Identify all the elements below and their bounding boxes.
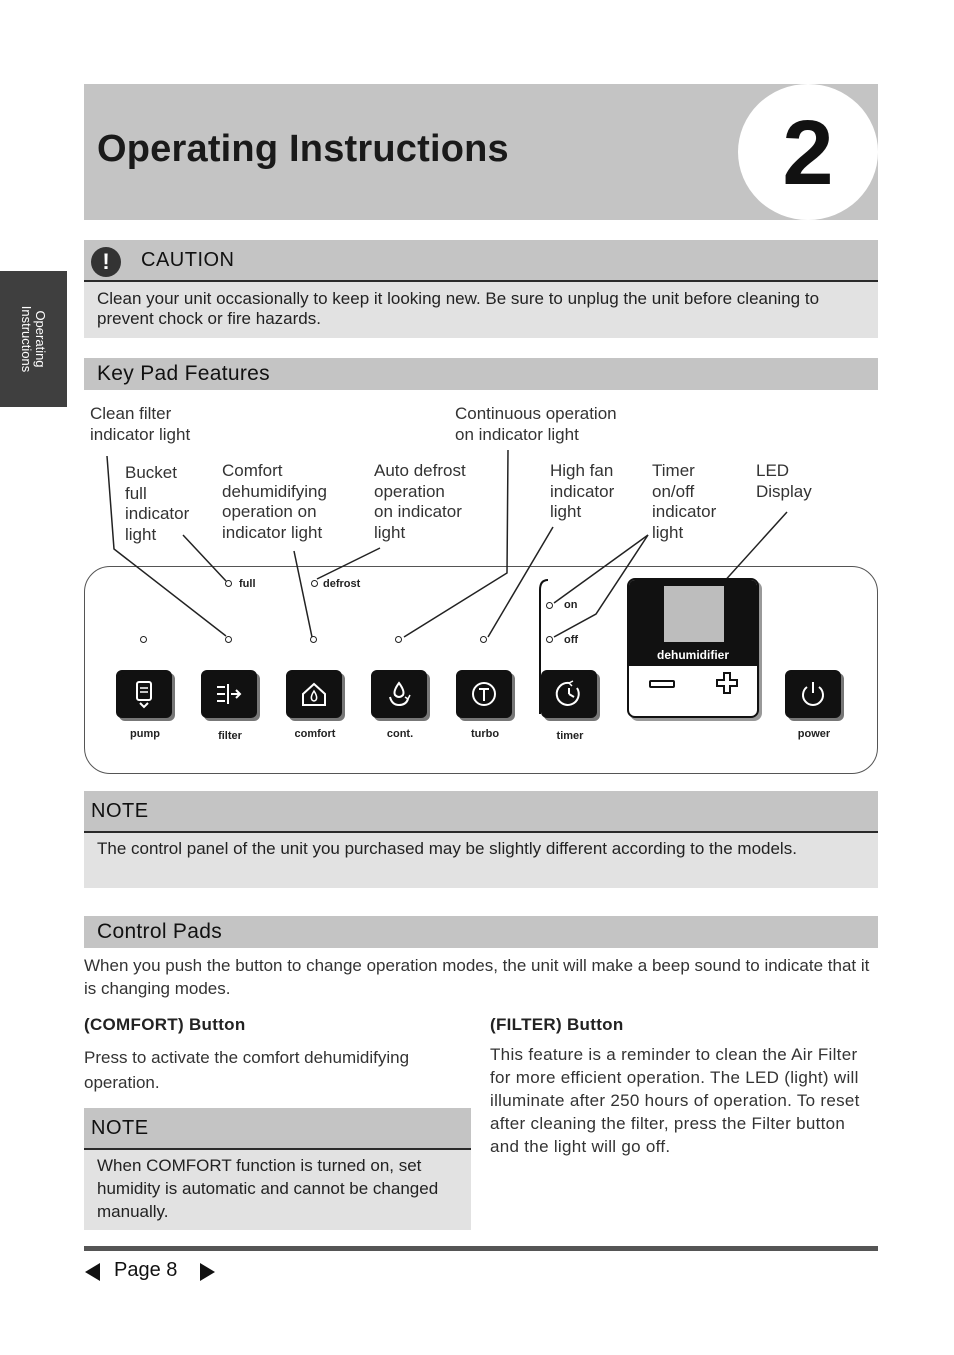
- previous-page-icon[interactable]: [85, 1263, 100, 1281]
- note-header: NOTE: [84, 791, 878, 833]
- led-display: [629, 580, 757, 666]
- filter-button-heading: (FILTER) Button: [490, 1015, 624, 1034]
- callout-timer: Timer on/off indicator light: [652, 461, 717, 542]
- led-filter: [225, 636, 232, 643]
- callout-high-fan: High fan indicator light: [550, 461, 615, 521]
- comfort-note-header: NOTE: [84, 1108, 471, 1150]
- page-title: Operating Instructions: [97, 128, 509, 170]
- chapter-number: 2: [782, 102, 834, 204]
- caution-label: CAUTION: [141, 249, 235, 271]
- callout-auto-defrost: Auto defrost operation on indicator light: [374, 461, 466, 542]
- power-button[interactable]: [785, 670, 841, 718]
- pump-button[interactable]: [116, 670, 172, 718]
- callout-led-display: LED Display: [756, 461, 812, 501]
- footer-rule: [84, 1246, 878, 1251]
- callout-comfort: Comfort dehumidifying operation on indicator light: [222, 461, 327, 542]
- turbo-icon: [461, 675, 507, 713]
- pump-icon: [121, 675, 167, 713]
- led-display-panel: [627, 578, 759, 718]
- led-turbo: [480, 636, 487, 643]
- drop-cycle-icon: [376, 675, 422, 713]
- comfort-note-body: [84, 1150, 471, 1230]
- side-tab-label: Operating Instructions: [19, 305, 48, 373]
- leader-auto-defrost: [317, 548, 380, 579]
- led-defrost: [311, 580, 318, 587]
- timer-label: timer: [556, 730, 584, 742]
- led-full: [225, 580, 232, 587]
- control-pads-heading: Control Pads: [84, 916, 878, 948]
- minus-button[interactable]: [649, 680, 675, 688]
- note-body: [84, 833, 878, 888]
- comfort-button-text: Press to activate the comfort dehumidifying operation.: [84, 1048, 410, 1092]
- timer-button[interactable]: [541, 670, 597, 718]
- led-label-defrost: defrost: [323, 578, 361, 590]
- callout-clean-filter: Clean filter indicator light: [90, 404, 191, 444]
- comfort-label: comfort: [294, 728, 336, 740]
- keypad-section-heading: Key Pad Features: [84, 358, 878, 390]
- adjust-buttons: [629, 666, 757, 716]
- led-label-off: off: [564, 634, 579, 646]
- plus-button[interactable]: [715, 671, 739, 695]
- leader-comfort: [294, 551, 312, 637]
- pump-label: pump: [130, 728, 160, 740]
- turbo-label: turbo: [470, 728, 500, 740]
- filter-icon: [206, 675, 252, 713]
- home-drop-icon: [291, 675, 337, 713]
- note-text: The control panel of the unit you purchased may be slightly different according to the models.: [97, 839, 797, 858]
- page-number: Page 8: [114, 1259, 178, 1281]
- callout-continuous: Continuous operation on indicator light: [455, 404, 617, 444]
- led-comfort: [310, 636, 317, 643]
- continuous-label: cont.: [386, 728, 414, 740]
- callout-bucket-full: Bucket full indicator light: [125, 463, 190, 544]
- caution-text: Clean your unit occasionally to keep it looking new. Be sure to unplug the unit before cleaning to prevent chock or fire hazards.: [97, 289, 820, 328]
- leader-bucket-full: [183, 535, 226, 581]
- power-label: power: [797, 728, 831, 740]
- next-page-icon[interactable]: [200, 1263, 215, 1281]
- led-continuous: [395, 636, 402, 643]
- led-label-full: full: [239, 578, 256, 590]
- control-pads-intro: When you push the button to change operation modes, the unit will make a beep sound to indicate that it is changing modes.: [84, 956, 870, 998]
- comfort-note-text: When COMFORT function is turned on, set humidity is automatic and cannot be changed manually.: [97, 1156, 439, 1221]
- exclamation-icon: !: [91, 247, 121, 277]
- led-pump: [140, 636, 147, 643]
- turbo-button[interactable]: [456, 670, 512, 718]
- timer-icon: [546, 675, 592, 713]
- power-icon: [790, 675, 836, 713]
- leader-clean-filter: [107, 456, 226, 636]
- comfort-button-heading: (COMFORT) Button: [84, 1015, 246, 1034]
- led-label-on: on: [564, 599, 578, 611]
- led-display-screen: [664, 586, 724, 642]
- leader-continuous: [404, 450, 508, 637]
- display-label: dehumidifier: [656, 648, 729, 662]
- filter-label: filter: [218, 730, 242, 742]
- filter-button[interactable]: [201, 670, 257, 718]
- comfort-button[interactable]: [286, 670, 342, 718]
- continuous-button[interactable]: [371, 670, 427, 718]
- filter-button-text: This feature is a reminder to clean the Air Filter for more efficient operation. The LED (light) will illuminate after 250 hours of operation. To reset after cleaning the filter, press the Filter button and the light will go off.: [490, 1045, 860, 1156]
